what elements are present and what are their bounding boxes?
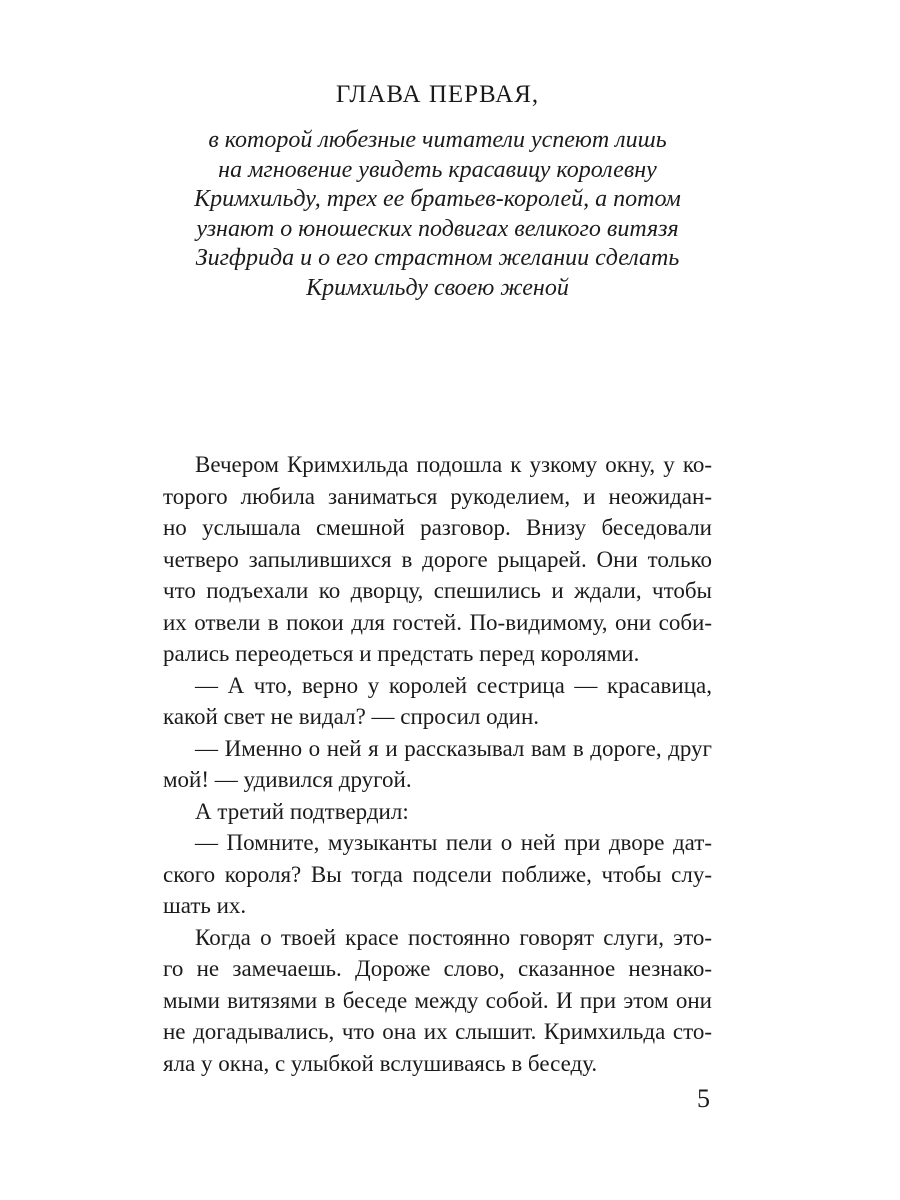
body-line: го не замечаешь. Дороже слово, сказанное незнако- [163, 956, 712, 981]
body-line: мой! — удивился другой. [163, 767, 412, 792]
epigraph-line: в которой любезные читатели успеют лишь [208, 127, 667, 153]
body-line: их отвели в покои для гостей. По-видимому, они соби- [163, 609, 712, 635]
body-line: торого любила заниматься рукоделием, и неожидан- [163, 483, 712, 509]
body-line: что подъехали ко дворцу, спешились и ждали, чтобы [163, 578, 712, 603]
chapter-epigraph [163, 126, 712, 303]
epigraph-line: Кримхильду своею женой [306, 274, 569, 301]
body-line: яла у окна, с улыбкой вслушиваясь в беседу. [163, 1050, 598, 1076]
body-line: — Помните, музыканты пели о ней при дворе дат- [195, 830, 712, 855]
body-line: не догадывались, что она их слышит. Кримхильда сто- [163, 1019, 712, 1044]
chapter-title: ГЛАВА ПЕРВАЯ, [335, 81, 540, 108]
epigraph-line: Зигфрида и о его страстном желании сделать [195, 245, 680, 271]
body-line: ского короля? Вы тогда подсели поближе, чтобы слу- [163, 861, 712, 887]
body-line: — А что, верно у королей сестрица — красавица, [195, 672, 712, 698]
body-line: рались переодеться и предстать перед королями. [163, 641, 640, 666]
epigraph-line: Кримхильду, трех ее братьев-королей, а потом [194, 186, 681, 212]
body-line: Когда о твоей красе постоянно говорят слуги, это- [195, 924, 712, 950]
body-line: какой свет не видал? — спросил один. [163, 704, 540, 729]
body-line: но услышала смешной разговор. Внизу беседовали [163, 515, 712, 540]
epigraph-line: на мгновение увидеть красавицу королевну [218, 156, 657, 183]
body-line: — Именно о ней я и рассказывал вам в дороге, друг [195, 735, 712, 761]
body-line: Вечером Кримхильда подошла к узкому окну, у ко- [195, 452, 712, 477]
page-number: 5 [697, 1084, 710, 1113]
body-line: мыми витязями в беседе между собой. И при этом они [163, 987, 712, 1013]
body-line: четверо запылившихся в дороге рыцарей. Они только [163, 546, 712, 572]
body-text [163, 449, 712, 1079]
epigraph-line: узнают о юношеских подвигах великого витязя [196, 215, 679, 242]
body-line: шать их. [163, 893, 247, 918]
body-line: А третий подтвердил: [195, 798, 409, 824]
